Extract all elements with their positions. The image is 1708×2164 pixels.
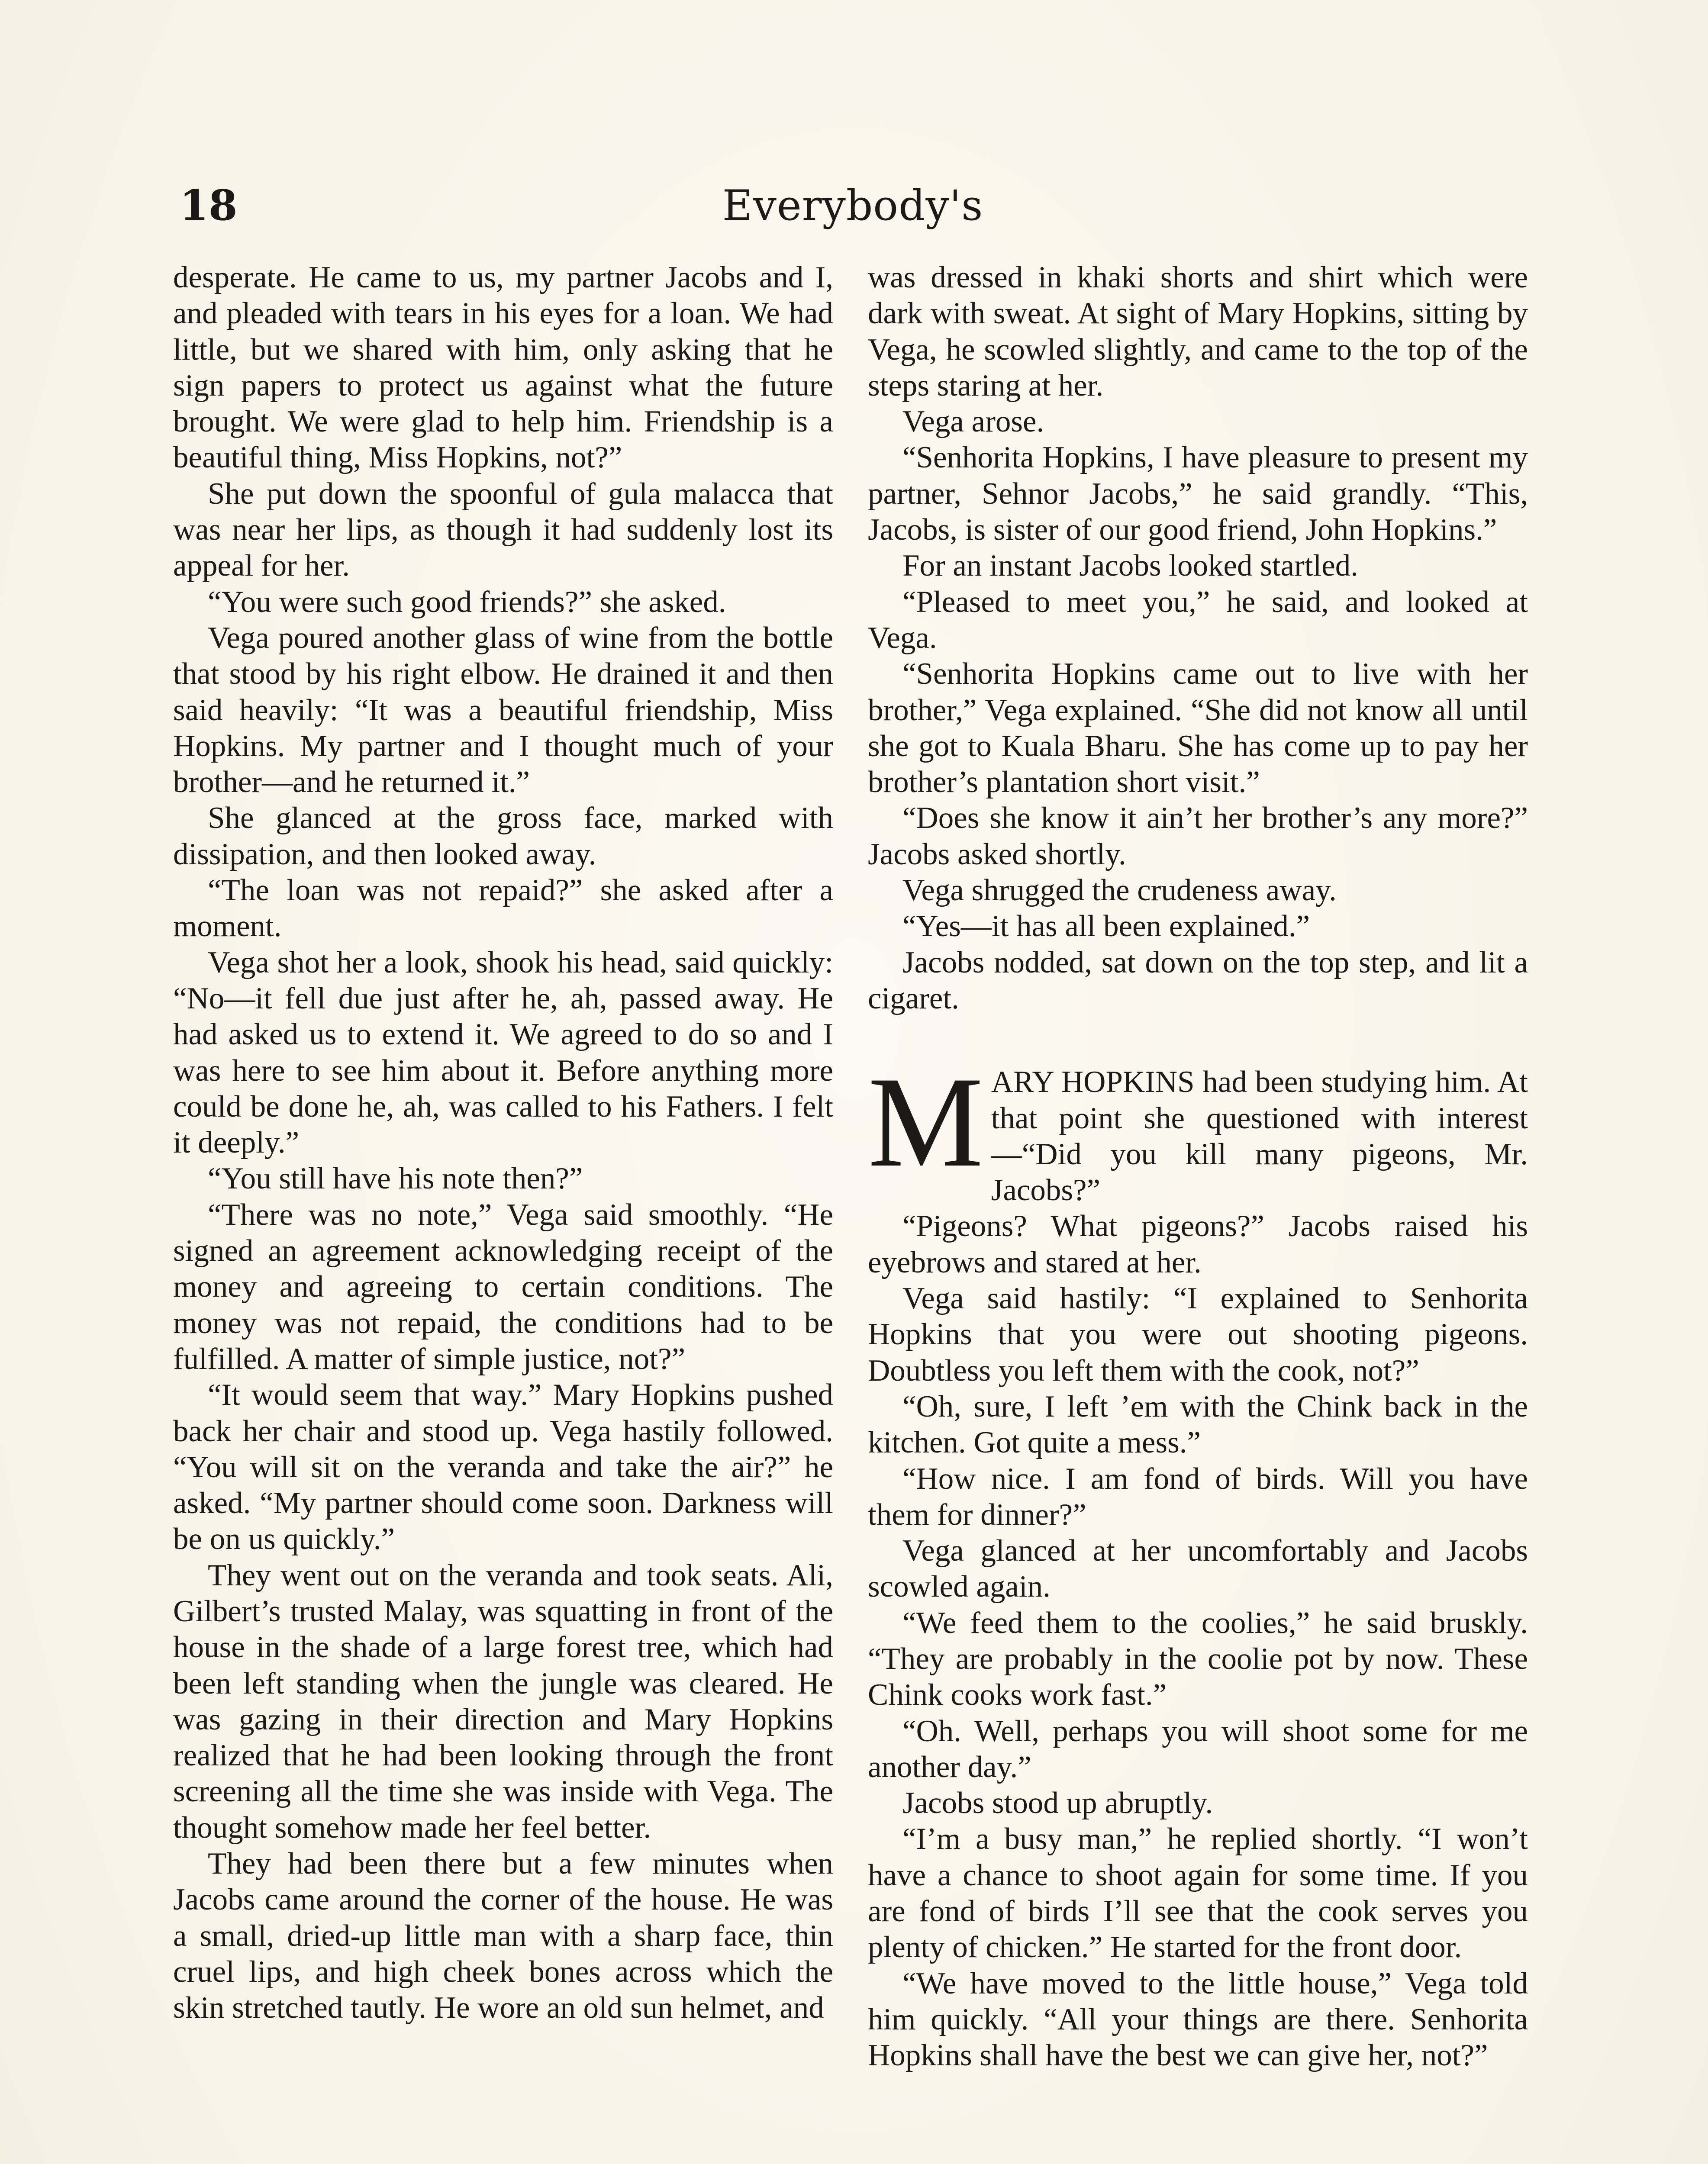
paragraph: “Senhorita Hopkins, I have pleasure to present my partner, Sehnor Jacobs,” he said grandly. “This, Jacobs, is sister of our good friend, John Hopkins.” xyxy=(868,441,1528,547)
paragraph: Jacobs nodded, sat down on the top step, and lit a cigaret. xyxy=(868,945,1528,1015)
paragraph: “Pleased to meet you,” he said, and looked at Vega. xyxy=(868,585,1528,655)
paragraph: “Senhorita Hopkins came out to live with her brother,” Vega explained. “She did not know all until she got to Kuala Bharu. She has come up to pay her brother’s plantation short visit.” xyxy=(868,657,1528,799)
paragraph: “Does she know it ain’t her brother’s any more?” Jacobs asked shortly. xyxy=(868,801,1528,871)
paragraph: “Oh. Well, perhaps you will shoot some for me another day.” xyxy=(868,1714,1528,1784)
paragraph: Vega arose. xyxy=(902,405,1044,439)
running-title: Everybody's xyxy=(722,181,983,230)
paragraph: They went out on the veranda and took seats. Ali, Gilbert’s trusted Malay, was squatting in front of the house in the shade of a large forest tree, which had been left standing when the jungle was cleared. He was gazing in their direction and Mary Hopkins realized that he had been looking through the front screening all the time she was inside with Vega. The thought somehow made her feel better. xyxy=(173,1558,833,1845)
paragraph: Vega shot her a look, shook his head, said quickly: “No—it fell due just after he, ah, passed away. He had asked us to extend it. We agreed to do so and I was here to see him about it. Before anything more could be done he, ah, was called to his Fathers. I felt it deeply.” xyxy=(173,945,833,1160)
paragraph: “We have moved to the little house,” Vega told him quickly. “All your things are there. Senhorita Hopkins shall have the best we can give her, not?” xyxy=(868,1966,1528,2073)
paragraph: “We feed them to the coolies,” he said bruskly. “They are probably in the coolie pot by now. These Chink cooks work fast.” xyxy=(868,1606,1528,1712)
paragraph: “There was no note,” Vega said smoothly. “He signed an agreement acknowledging receipt of the money and agreeing to certain conditions. The money was not repaid, the conditions had to be fulfilled. A matter of simple justice, not?” xyxy=(173,1198,833,1376)
paragraph: “Pigeons? What pigeons?” Jacobs raised his eyebrows and stared at her. xyxy=(868,1209,1528,1279)
paragraph: “It would seem that way.” Mary Hopkins pushed back her chair and stood up. Vega hastily followed. “You will sit on the veranda and take the air?” he asked. “My partner should come soon. Darkness will be on us quickly.” xyxy=(173,1378,833,1556)
paragraph: Vega shrugged the crudeness away. xyxy=(902,873,1337,908)
paragraph: Jacobs stood up abruptly. xyxy=(902,1786,1213,1820)
paragraph: Vega said hastily: “I explained to Senhorita Hopkins that you were out shooting pigeons. Doubtless you left them with the cook, not?” xyxy=(868,1282,1528,1388)
paragraph: “The loan was not repaid?” she asked after a moment. xyxy=(173,873,833,944)
drop-cap-letter: M xyxy=(868,1050,983,1194)
paragraph: Vega poured another glass of wine from the bottle that stood by his right elbow. He drained it and then said heavily: “It was a beautiful friendship, Miss Hopkins. My partner and I thought much of your brother—and he returned it.” xyxy=(173,621,833,799)
paragraph: They had been there but a few minutes when Jacobs came around the corner of the house. He was a small, dried-up little man with a sharp face, thin cruel lips, and high cheek bones across which the skin stretched tautly. He wore an old sun helmet, and xyxy=(173,1847,833,2025)
paragraph: “How nice. I am fond of birds. Will you have them for dinner?” xyxy=(868,1462,1528,1532)
dropcap-text: ARY HOPKINS had been studying him. At that point she questioned with interest—“Did you kill many pigeons, Mr. Jacobs?” xyxy=(991,1065,1528,1208)
paragraph: For an instant Jacobs looked startled. xyxy=(902,549,1358,583)
paragraph: “You still have his note then?” xyxy=(208,1162,583,1196)
left-column xyxy=(173,260,833,2026)
paragraph: was dressed in khaki shorts and shirt which were dark with sweat. At sight of Mary Hopkins, sitting by Vega, he scowled slightly, and came to the top of the steps staring at her. xyxy=(868,261,1528,403)
page-number: 18 xyxy=(180,181,238,230)
paragraph: She glanced at the gross face, marked with dissipation, and then looked away. xyxy=(173,801,833,871)
paragraph: “Oh, sure, I left ’em with the Chink back in the kitchen. Got quite a mess.” xyxy=(868,1389,1528,1460)
right-column xyxy=(868,260,1528,2074)
page-header xyxy=(171,173,1534,238)
paragraph: “Yes—it has all been explained.” xyxy=(902,909,1310,944)
paragraph: Vega glanced at her uncomfortably and Jacobs scowled again. xyxy=(868,1534,1528,1604)
paragraph: “You were such good friends?” she asked. xyxy=(208,585,726,619)
paragraph: She put down the spoonful of gula malacca that was near her lips, as though it had suddenly lost its appeal for her. xyxy=(173,477,833,583)
paragraph: desperate. He came to us, my partner Jacobs and I, and pleaded with tears in his eyes for a loan. We had little, but we shared with him, only asking that he sign papers to protect us against what the future brought. We were glad to help him. Friendship is a beautiful thing, Miss Hopkins, not?” xyxy=(173,261,833,475)
paragraph: “I’m a busy man,” he replied shortly. “I won’t have a chance to shoot again for some time. If you are fond of birds I’ll see that the cook serves you plenty of chicken.” He started for the front door. xyxy=(868,1822,1528,1964)
dropcap-paragraph xyxy=(868,1050,1528,1208)
